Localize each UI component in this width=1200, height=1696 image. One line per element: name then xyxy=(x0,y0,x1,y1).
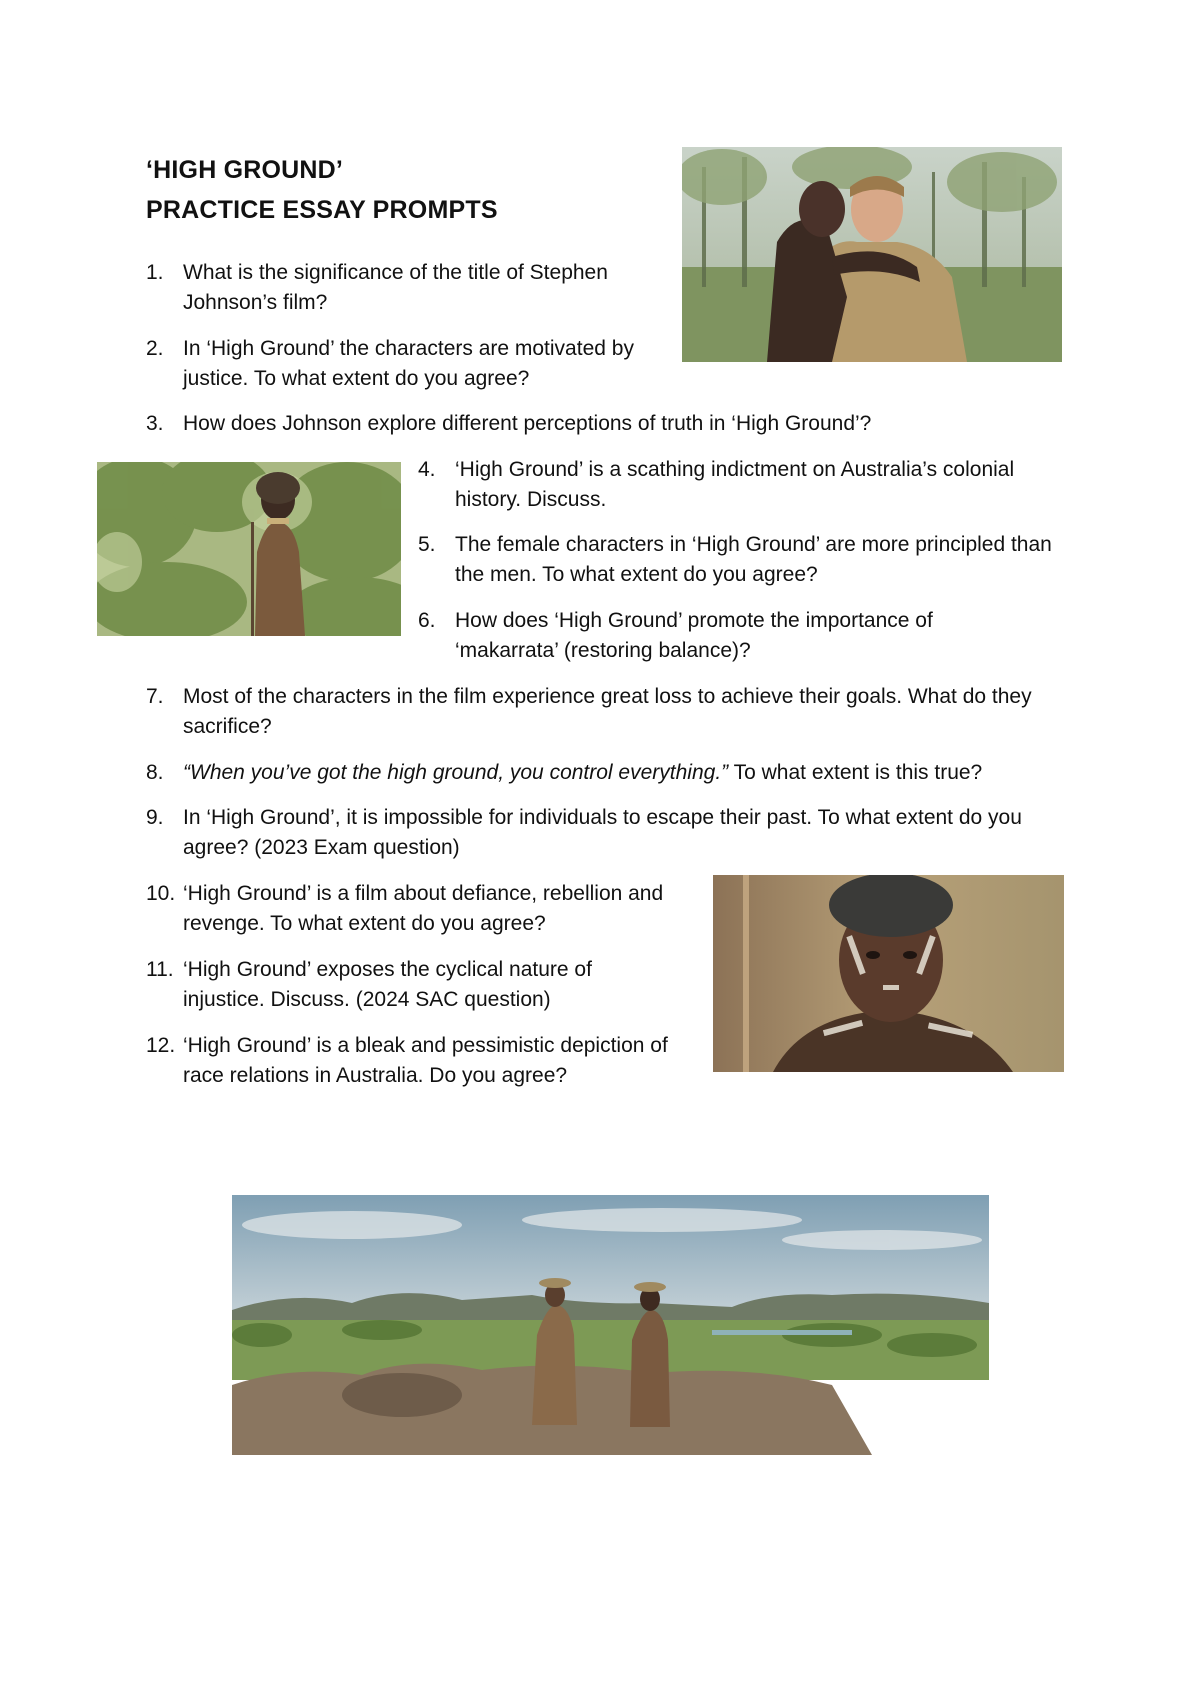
prompt-number: 11. xyxy=(146,958,174,981)
prompt-quote: “When you’ve got the high ground, you control everything.” xyxy=(183,761,729,784)
prompt-question: To what extent is this true? xyxy=(728,761,983,784)
prompt-3 xyxy=(146,409,1076,439)
prompt-2 xyxy=(146,334,656,394)
prompt-text: ‘High Ground’ exposes the cyclical nature of injustice. Discuss. (2024 SAC question) xyxy=(183,958,592,1011)
photo-landscape-two-men xyxy=(232,1195,989,1455)
photo-man-and-boy xyxy=(682,147,1062,362)
prompt-text: How does ‘High Ground’ promote the importance of ‘makarrata’ (restoring balance)? xyxy=(455,609,933,662)
prompt-number: 12. xyxy=(146,1034,176,1057)
photo-painted-man xyxy=(713,875,1064,1072)
prompt-8 xyxy=(146,758,1106,788)
prompt-11 xyxy=(146,955,676,1015)
document-title xyxy=(146,150,666,230)
prompt-12 xyxy=(146,1031,686,1091)
prompt-number: 3. xyxy=(146,412,164,435)
prompt-number: 8. xyxy=(146,761,164,784)
prompt-number: 1. xyxy=(146,261,164,284)
prompt-number: 2. xyxy=(146,337,164,360)
prompt-text: ‘High Ground’ is a film about defiance, rebellion and revenge. To what extent do you agree? xyxy=(183,882,664,935)
prompt-number: 7. xyxy=(146,685,164,708)
prompt-9 xyxy=(146,803,1076,863)
prompt-7 xyxy=(146,682,1076,742)
prompt-text: The female characters in ‘High Ground’ are more principled than the men. To what extent do you agree? xyxy=(455,533,1052,586)
prompt-text: What is the significance of the title of Stephen Johnson’s film? xyxy=(183,261,608,314)
prompt-10 xyxy=(146,879,676,939)
prompt-text: ‘High Ground’ is a bleak and pessimistic depiction of race relations in Australia. Do you agree? xyxy=(183,1034,668,1087)
prompt-text: Most of the characters in the film experience great loss to achieve their goals. What do they sacrifice? xyxy=(183,685,1032,738)
prompt-text: In ‘High Ground’ the characters are motivated by justice. To what extent do you agree? xyxy=(183,337,634,390)
prompt-text xyxy=(183,758,1106,788)
prompt-6 xyxy=(418,606,1018,666)
prompt-text: How does Johnson explore different perceptions of truth in ‘High Ground’? xyxy=(183,412,872,435)
title-line-2: PRACTICE ESSAY PROMPTS xyxy=(146,196,498,224)
title-line-1: ‘HIGH GROUND’ xyxy=(146,156,344,184)
prompt-number: 10. xyxy=(146,882,176,905)
prompt-number: 5. xyxy=(418,533,436,556)
prompt-5 xyxy=(418,530,1068,590)
photo-young-woman xyxy=(97,462,401,636)
prompt-number: 4. xyxy=(418,458,436,481)
prompt-text: In ‘High Ground’, it is impossible for individuals to escape their past. To what extent do you agree? (2023 Exam question) xyxy=(183,806,1022,859)
prompt-4 xyxy=(418,455,1078,515)
prompt-number: 9. xyxy=(146,806,164,829)
prompt-1 xyxy=(146,258,656,318)
prompt-text: ‘High Ground’ is a scathing indictment on Australia’s colonial history. Discuss. xyxy=(455,458,1015,511)
prompt-number: 6. xyxy=(418,609,436,632)
